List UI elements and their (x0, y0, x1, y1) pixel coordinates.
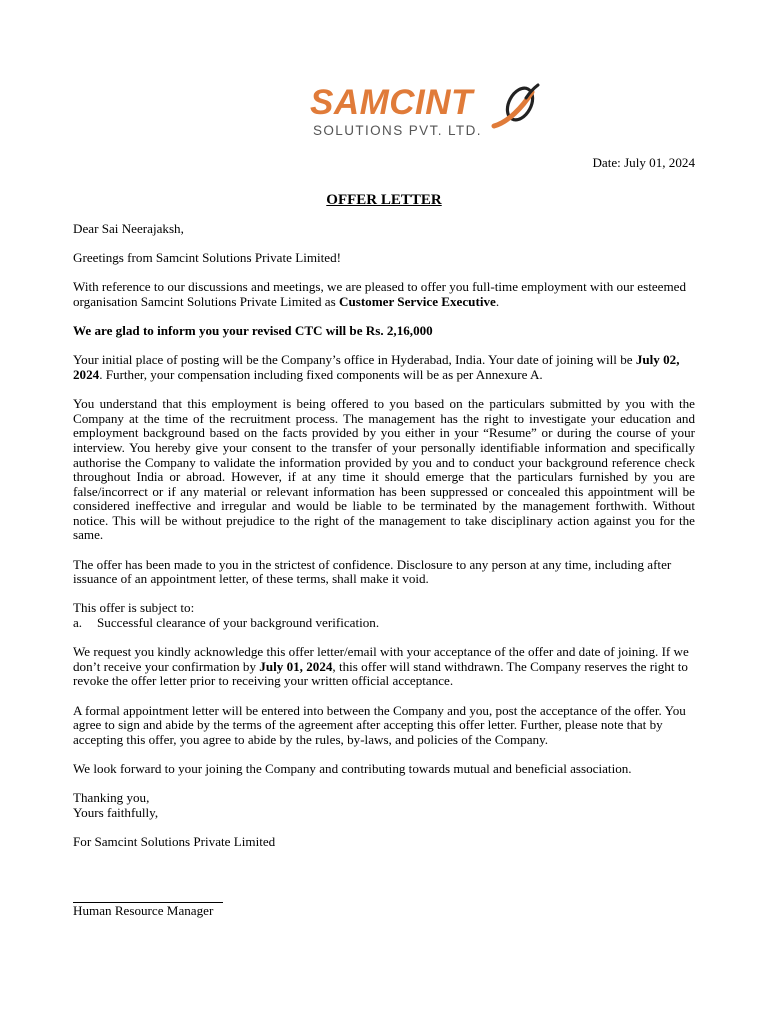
company-line: For Samcint Solutions Private Limited (73, 833, 276, 849)
verification-paragraph: You understand that this employment is being offered to you based on the particulars submitted by you with the Company at the time of the recruitment process. The management has the right to investigate your education and employment background based on the facts provided by you either in your “Resume” or during the course of your interview. You hereby give your consent to the transfer of your personally identifiable information and specifically authorise the Company to validate the information provided by you and to conduct your background reference check throughout India or abroad. However, if at any time it should emerge that the particulars furnished by you are false/incorrect or if any material or relevant information has been suppressed or concealed this appointment will be considered ineffective and irregular and would be liable to be terminated by the management forthwith. Without notice. This will be without prejudice to the right of the management to take disciplinary action against you for the same. (73, 396, 695, 543)
letter-body (73, 222, 695, 918)
greeting: Greetings from Samcint Solutions Private Limited! (73, 250, 342, 266)
thanks-line: Thanking you, (73, 790, 150, 806)
appointment-paragraph: A formal appointment letter will be entered into between the Company and you, post the acceptance of the offer. You agree to sign and abide by the terms of the agreement after accepting this offer letter. Further, please note that by accepting this offer, you agree to abide by the rules, by-laws, and policies of the Company. (73, 702, 686, 747)
closing-paragraph: We look forward to your joining the Company and contributing towards mutual and beneficial association. (73, 760, 632, 776)
letter-date: Date: July 01, 2024 (592, 155, 695, 170)
confidence-paragraph: The offer has been made to you in the strictest of confidence. Disclosure to any person at any time, including after issuance of an appointment letter, of these terms, shall make it void. (73, 556, 672, 587)
acknowledge-paragraph: We request you kindly acknowledge this offer letter/email with your acceptance of the offer and date of joining. If we don’t receive your confirmation by July 01, 2024, this offer will stand withdrawn. The Company reserves the right to revoke the offer letter prior to receiving your written official acceptance. (73, 644, 689, 689)
confirmation-deadline: July 01, 2024 (259, 658, 333, 674)
ctc-statement: We are glad to inform you your revised CTC will be Rs. 2,16,000 (73, 323, 433, 339)
logo-tagline: SOLUTIONS PVT. LTD. (313, 123, 482, 138)
job-role: Customer Service Executive (338, 293, 496, 309)
intro-paragraph: With reference to our discussions and meetings, we are pleased to offer you full-time employment with our esteemed organisation Samcint Solutions Private Limited as Customer Service Executive. (73, 279, 686, 309)
swoosh-icon (490, 82, 544, 138)
condition-marker: a. (73, 615, 83, 631)
condition-item (73, 616, 695, 631)
subject-to: This offer is subject to: (73, 600, 195, 616)
sign-off: Yours faithfully, (73, 804, 159, 820)
salutation: Dear Sai Neerajaksh, (73, 221, 184, 236)
logo-wordmark: SAMCINT (310, 83, 473, 122)
signatory-title: Human Resource Manager (73, 902, 214, 918)
condition-text: Successful clearance of your background verification. (97, 615, 380, 631)
joining-date: July 02, 2024 (73, 352, 680, 382)
letter-title: OFFER LETTER (326, 192, 442, 208)
posting-paragraph: Your initial place of posting will be the Company’s office in Hyderabad, India. Your date of joining will be July 02, 2024. Further, your compensation including fixed components will be as per Annexure A. (73, 352, 680, 382)
company-logo (310, 82, 542, 142)
